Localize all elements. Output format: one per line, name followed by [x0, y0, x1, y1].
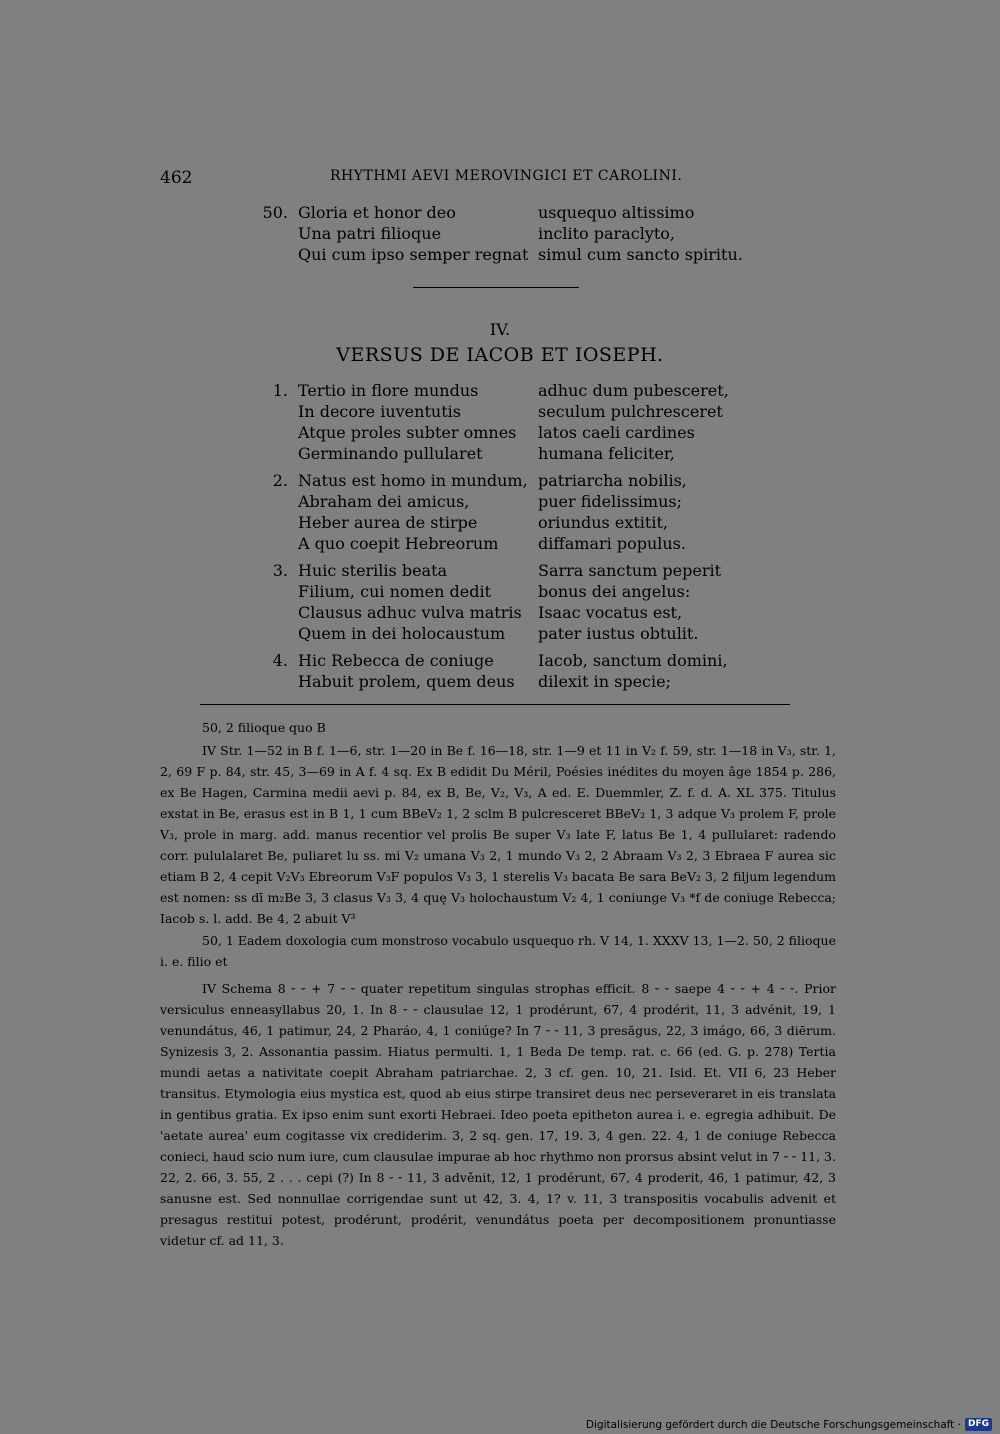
- verse-line: Isaac vocatus est,: [538, 603, 683, 622]
- commentary: [160, 930, 836, 1251]
- verse-line: usquequo altissimo: [538, 203, 695, 222]
- section-title: VERSUS DE IACOB ET IOSEPH.: [336, 344, 664, 366]
- verse-line: pater iustus obtulit.: [538, 624, 699, 643]
- verse-line: Una patri filioque: [298, 224, 442, 243]
- verse-line: seculum pulchresceret: [538, 402, 723, 421]
- verse-line: adhuc dum pubesceret,: [538, 381, 729, 400]
- verse-line: Hic Rebecca de coniuge: [298, 651, 494, 670]
- verse-line: Clausus adhuc vulva matris: [298, 603, 522, 622]
- verse-line: Quem in dei holocaustum: [298, 624, 506, 643]
- verse-line: oriundus extitit,: [538, 513, 668, 532]
- verse-line: simul cum sancto spiritu.: [538, 245, 743, 264]
- verse-line: A quo coepit Hebreorum: [298, 534, 499, 553]
- section-number: IV.: [489, 320, 511, 339]
- verse-line: Qui cum ipso semper regnat: [298, 245, 529, 264]
- footnote-divider: [200, 704, 790, 705]
- apparatus-note: 50, 2 filioque quo B: [202, 720, 326, 735]
- verse-line: inclito paraclyto,: [538, 224, 675, 243]
- verse-line: Iacob, sanctum domini,: [538, 651, 728, 670]
- verse-line: Abraham dei amicus,: [298, 492, 470, 511]
- verse-line: Germinando pullularet: [298, 444, 483, 463]
- verse-line: humana feliciter,: [538, 444, 675, 463]
- verse-line: Huic sterilis beata: [298, 561, 448, 580]
- verse-line: Filium, cui nomen dedit: [298, 582, 492, 601]
- verse-line: diffamari populus.: [538, 534, 686, 553]
- running-title: RHYTHMI AEVI MEROVINGICI ET CAROLINI.: [330, 168, 683, 184]
- stanza-number: 3.: [272, 561, 288, 580]
- verse-line: Heber aurea de stirpe: [298, 513, 478, 532]
- verse-line: Gloria et honor deo: [298, 203, 456, 222]
- verse-line: Tertio in flore mundus: [298, 381, 479, 400]
- verse-line: Habuit prolem, quem deus: [298, 672, 515, 691]
- verse-line: dilexit in specie;: [538, 672, 671, 691]
- verse-line: Atque proles subter omnes: [298, 423, 517, 442]
- credit-text: Digitalisierung gefördert durch die Deutsche Forschungsgemeinschaft ·: [585, 1418, 961, 1431]
- dfg-logo-icon: DFG: [965, 1418, 992, 1431]
- apparatus-note: IV Str. 1—52 in B f. 1—6, str. 1—20 in Be f. 16—18, str. 1—9 et 11 in V₂ f. 59, str. 1—18 in V₃, str. 1, 2, 69 F p. 84, str. 45, 3—69 in A f. 4 sq. Ex B edidit Du Méril, Poésies inédites du moyen âge 1854 p. 286, ex Be Hagen, Carmina medii aevi p. 84, ex B, Be, V₂, V₃, A ed. E. Duemmler, Z. f. d. A. XL 375. Titulus exstat in Be, erasus est in B 1, 1 cum BBeV₂ 1, 2 sclm B pulcresceret BBeV₂ 1, 3 adque V₃ prolem F, prole V₃, prole in marg. add. manus recentior vel prolis Be super V₃ late F, latus Be 1, 4 pullularet: radendo corr. pululalaret Be, puliaret lu ss. mi V₂ umana V₃ 2, 1 mundo V₃ 2, 2 Abraam V₃ 2, 3 Ebraea F aurea sic etiam B 2, 4 cepit V₂V₃ Ebreorum V₃F populos V₃ 3, 1 sterelis V₃ bacata Be sara BeV₂ 3, 2 filjum legendum est nomen: ss dī m₂Be 3, 3 clasus V₃ 3, 4 quę V₃ holochaustum V₂ 4, 1 coniunge V₃ *f de coniuge Rebecca; Iacob s. l. add. Be 4, 2 abuit V³: [160, 743, 836, 926]
- verse-line: bonus dei angelus:: [538, 582, 691, 601]
- stanza-number: 50.: [262, 203, 288, 222]
- stanza-number: 4.: [272, 651, 288, 670]
- apparatus-criticus: [160, 717, 836, 929]
- verse-line: patriarcha nobilis,: [538, 471, 687, 490]
- stanza-number: 2.: [272, 471, 288, 490]
- commentary-note: 50, 1 Eadem doxologia cum monstroso vocabulo usquequo rh. V 14, 1. XXXV 13, 1—2. 50, 2 filioque i. e. filio et: [160, 933, 836, 969]
- stanza-number: 1.: [272, 381, 288, 400]
- commentary-note: IV Schema 8 ⏑ ⏑ + 7 ⏑ ⏑ quater repetitum singulas strophas efficit. 8 ⏑ ⏑ saepe 4 ⏑ ⏑ + 4 ⏑ ⏑. Prior versiculus enneasyllabus 20, 1. In 8 ⏑ ⏑ clausulae 12, 1 prodérunt, 67, 4 prodérit, 11, 3 advénit, 19, 1 venundátus, 46, 1 patimur, 24, 2 Pharáo, 4, 1 coniúge? In 7 ⏑ ⏑ 11, 3 presăgus, 22, 3 imágo, 66, 3 diērum. Synizesis 3, 2. Assonantia passim. Hiatus permulti. 1, 1 Beda De temp. rat. c. 66 (ed. G. p. 278) Tertia mundi aetas a nativitate coepit Abraham patriarchae. 2, 3 cf. gen. 10, 21. Isid. Et. VII 6, 23 Heber transitus. Etymologia eius mystica est, quod ab eius stirpe transiret deus nec perseveraret in eis translata in gentibus gratia. Ex ipso enim sunt exorti Hebraei. Ideo poeta epitheton aurea i. e. egregia adhibuit. De 'aetate aurea' eum cogitasse vix crediderim. 3, 2 sq. gen. 17, 19. 3, 4 gen. 22. 4, 1 de coniuge Rebecca conieci, haud scio num iure, cum clausulae impurae ab hoc rhythmo non prorsus absint velut in 7 ⏑ ⏑ 11, 3. 22, 2. 66, 3. 55, 2 . . . cepi (?) In 8 ⏑ ⏑ 11, 3 advěnit, 12, 1 prodérunt, 67, 4 proderit, 46, 1 patimur, 42, 3 sanusne est. Sed nonnullae corrigendae sunt ut 42, 3. 4, 1? v. 11, 3 transpositis vocabulis advenit et presagus restitui potest, prodérunt, prodérit, venundátus poeta per decompositionem pronuntiasse videtur cf. ad 11, 3.: [160, 981, 836, 1248]
- page-number: 462: [160, 168, 193, 188]
- verse-line: In decore iuventutis: [298, 402, 461, 421]
- verse-line: Natus est homo in mundum,: [298, 471, 528, 490]
- verse-line: latos caeli cardines: [538, 423, 695, 442]
- section-divider: [413, 287, 579, 288]
- digitization-credit: [586, 1418, 992, 1431]
- verse-line: puer fidelissimus;: [538, 492, 682, 511]
- verse-line: Sarra sanctum peperit: [538, 561, 722, 580]
